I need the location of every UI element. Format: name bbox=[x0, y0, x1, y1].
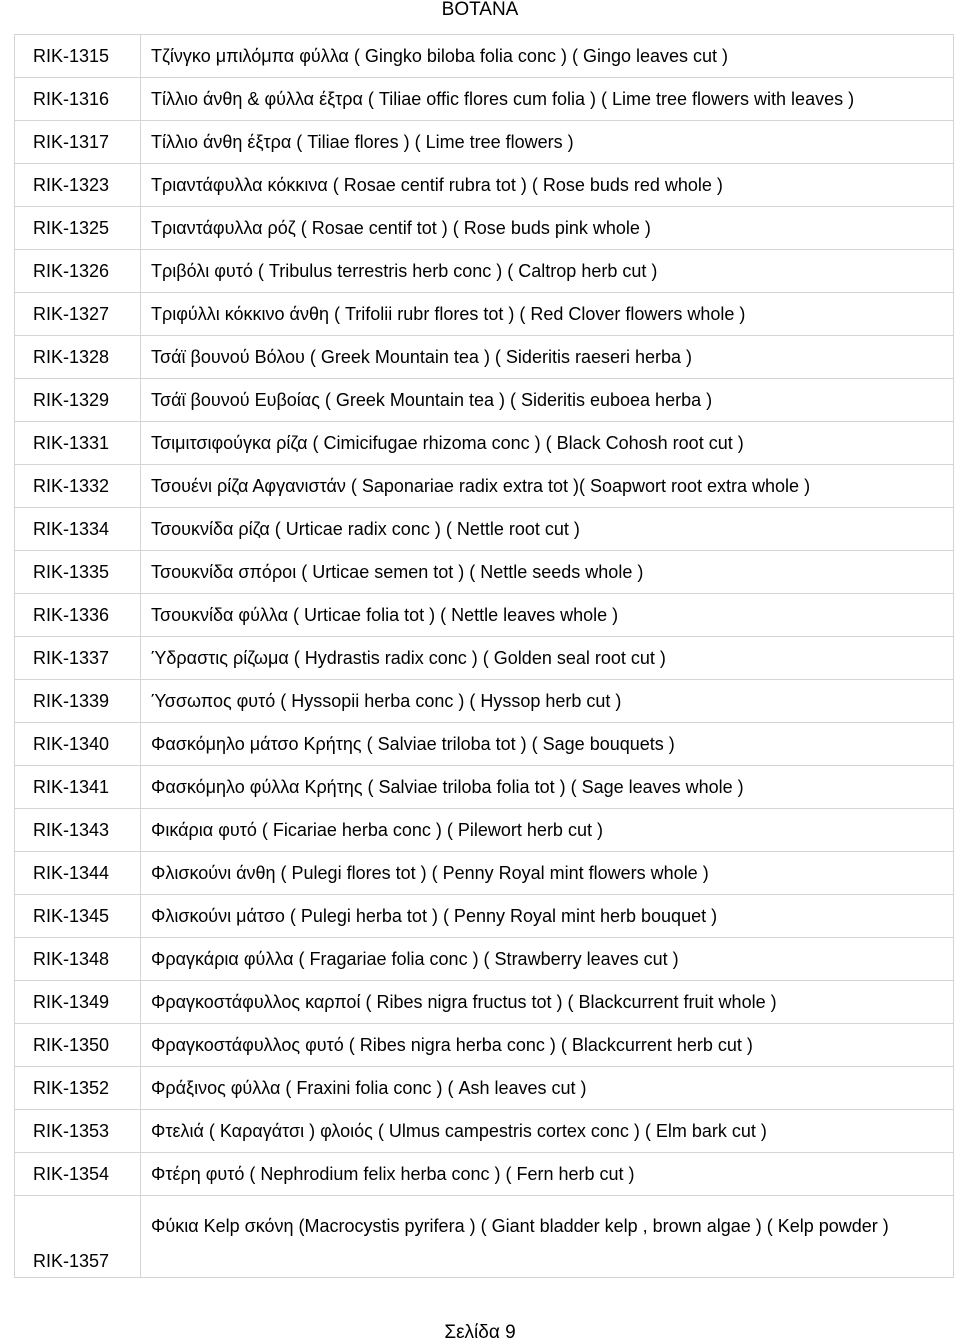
table-row bbox=[15, 766, 954, 809]
product-code: RIK-1336 bbox=[15, 594, 141, 637]
product-code: RIK-1329 bbox=[15, 379, 141, 422]
product-table-body bbox=[15, 35, 954, 1278]
product-description: Τσουκνίδα ρίζα ( Urticae radix conc ) ( Nettle root cut ) bbox=[141, 508, 954, 551]
product-code: RIK-1334 bbox=[15, 508, 141, 551]
product-description: Φλισκούνι μάτσο ( Pulegi herba tot ) ( Penny Royal mint herb bouquet ) bbox=[141, 895, 954, 938]
table-row bbox=[15, 121, 954, 164]
table-row bbox=[15, 723, 954, 766]
table-row bbox=[15, 1024, 954, 1067]
table-row bbox=[15, 594, 954, 637]
table-row bbox=[15, 895, 954, 938]
table-row bbox=[15, 207, 954, 250]
product-code: RIK-1335 bbox=[15, 551, 141, 594]
table-row bbox=[15, 336, 954, 379]
product-code: RIK-1332 bbox=[15, 465, 141, 508]
page-title: BOTANA bbox=[441, 0, 519, 20]
page-number: Σελίδα 9 bbox=[444, 1322, 516, 1343]
product-code: RIK-1327 bbox=[15, 293, 141, 336]
product-code: RIK-1343 bbox=[15, 809, 141, 852]
product-description: Τίλλιο άνθη έξτρα ( Tiliae flores ) ( Lime tree flowers ) bbox=[141, 121, 954, 164]
product-description: Τσουκνίδα σπόροι ( Urticae semen tot ) ( Nettle seeds whole ) bbox=[141, 551, 954, 594]
product-description: Ύδραστις ρίζωμα ( Hydrastis radix conc ) ( Golden seal root cut ) bbox=[141, 637, 954, 680]
product-code: RIK-1337 bbox=[15, 637, 141, 680]
product-code: RIK-1339 bbox=[15, 680, 141, 723]
table-row bbox=[15, 637, 954, 680]
product-description: Φραγκάρια φύλλα ( Fragariae folia conc ) ( Strawberry leaves cut ) bbox=[141, 938, 954, 981]
product-code: RIK-1357 bbox=[15, 1196, 141, 1278]
product-description: Φλισκούνι άνθη ( Pulegi flores tot ) ( Penny Royal mint flowers whole ) bbox=[141, 852, 954, 895]
table-row bbox=[15, 250, 954, 293]
table-row bbox=[15, 1110, 954, 1153]
table-row bbox=[15, 1196, 954, 1278]
product-description: Φασκόμηλο φύλλα Κρήτης ( Salviae triloba folia tot ) ( Sage leaves whole ) bbox=[141, 766, 954, 809]
product-code: RIK-1341 bbox=[15, 766, 141, 809]
product-description: Τζίνγκο μπιλόμπα φύλλα ( Gingko biloba folia conc ) ( Gingo leaves cut ) bbox=[141, 35, 954, 78]
product-code: RIK-1349 bbox=[15, 981, 141, 1024]
product-description: Τριβόλι φυτό ( Tribulus terrestris herb conc ) ( Caltrop herb cut ) bbox=[141, 250, 954, 293]
product-description: Τσάϊ βουνού Βόλου ( Greek Mountain tea ) ( Sideritis raeseri herba ) bbox=[141, 336, 954, 379]
product-description: Φραγκοστάφυλλος καρποί ( Ribes nigra fructus tot ) ( Blackcurrent fruit whole ) bbox=[141, 981, 954, 1024]
table-row bbox=[15, 852, 954, 895]
product-description: Τριαντάφυλλα κόκκινα ( Rosae centif rubra tot ) ( Rose buds red whole ) bbox=[141, 164, 954, 207]
table-row bbox=[15, 1153, 954, 1196]
product-description: Τριφύλλι κόκκινο άνθη ( Trifolii rubr flores tot ) ( Red Clover flowers whole ) bbox=[141, 293, 954, 336]
product-description: Φύκια Kelp σκόνη (Macrocystis pyrifera ) ( Giant bladder kelp , brown algae ) ( Kelp powder ) bbox=[141, 1196, 954, 1278]
product-description: Φασκόμηλο μάτσο Κρήτης ( Salviae triloba tot ) ( Sage bouquets ) bbox=[141, 723, 954, 766]
product-description: Ύσσωπος φυτό ( Hyssopii herba conc ) ( Hyssop herb cut ) bbox=[141, 680, 954, 723]
product-description: Τσάϊ βουνού Ευβοίας ( Greek Mountain tea ) ( Sideritis euboea herba ) bbox=[141, 379, 954, 422]
product-code: RIK-1352 bbox=[15, 1067, 141, 1110]
product-description: Φραγκοστάφυλλος φυτό ( Ribes nigra herba conc ) ( Blackcurrent herb cut ) bbox=[141, 1024, 954, 1067]
table-row bbox=[15, 508, 954, 551]
product-code: RIK-1325 bbox=[15, 207, 141, 250]
table-row bbox=[15, 293, 954, 336]
table-row bbox=[15, 465, 954, 508]
product-code: RIK-1317 bbox=[15, 121, 141, 164]
product-code: RIK-1316 bbox=[15, 78, 141, 121]
product-description: Φράξινος φύλλα ( Fraxini folia conc ) ( Ash leaves cut ) bbox=[141, 1067, 954, 1110]
product-description: Τριαντάφυλλα ρόζ ( Rosae centif tot ) ( Rose buds pink whole ) bbox=[141, 207, 954, 250]
product-description: Τσιμιτσιφούγκα ρίζα ( Cimicifugae rhizoma conc ) ( Black Cohosh root cut ) bbox=[141, 422, 954, 465]
product-code: RIK-1350 bbox=[15, 1024, 141, 1067]
table-row bbox=[15, 680, 954, 723]
product-description: Φτελιά ( Καραγάτσι ) φλοιός ( Ulmus campestris cortex conc ) ( Elm bark cut ) bbox=[141, 1110, 954, 1153]
table-row bbox=[15, 809, 954, 852]
product-code: RIK-1315 bbox=[15, 35, 141, 78]
product-code: RIK-1326 bbox=[15, 250, 141, 293]
product-code: RIK-1340 bbox=[15, 723, 141, 766]
product-code: RIK-1323 bbox=[15, 164, 141, 207]
product-table bbox=[14, 34, 954, 1278]
product-code: RIK-1345 bbox=[15, 895, 141, 938]
product-code: RIK-1328 bbox=[15, 336, 141, 379]
product-code: RIK-1353 bbox=[15, 1110, 141, 1153]
product-description: Τίλλιο άνθη & φύλλα έξτρα ( Tiliae offic flores cum folia ) ( Lime tree flowers with leaves ) bbox=[141, 78, 954, 121]
product-description: Τσουένι ρίζα Αφγανιστάν ( Saponariae radix extra tot )( Soapwort root extra whole ) bbox=[141, 465, 954, 508]
table-row bbox=[15, 981, 954, 1024]
product-description: Φτέρη φυτό ( Nephrodium felix herba conc ) ( Fern herb cut ) bbox=[141, 1153, 954, 1196]
table-row bbox=[15, 379, 954, 422]
product-code: RIK-1331 bbox=[15, 422, 141, 465]
product-description: Φικάρια φυτό ( Ficariae herba conc ) ( Pilewort herb cut ) bbox=[141, 809, 954, 852]
table-row bbox=[15, 938, 954, 981]
table-row bbox=[15, 422, 954, 465]
product-code: RIK-1348 bbox=[15, 938, 141, 981]
table-row bbox=[15, 1067, 954, 1110]
table-row bbox=[15, 551, 954, 594]
table-row bbox=[15, 164, 954, 207]
table-row bbox=[15, 78, 954, 121]
product-code: RIK-1344 bbox=[15, 852, 141, 895]
product-code: RIK-1354 bbox=[15, 1153, 141, 1196]
product-description: Τσουκνίδα φύλλα ( Urticae folia tot ) ( Nettle leaves whole ) bbox=[141, 594, 954, 637]
table-row bbox=[15, 35, 954, 78]
